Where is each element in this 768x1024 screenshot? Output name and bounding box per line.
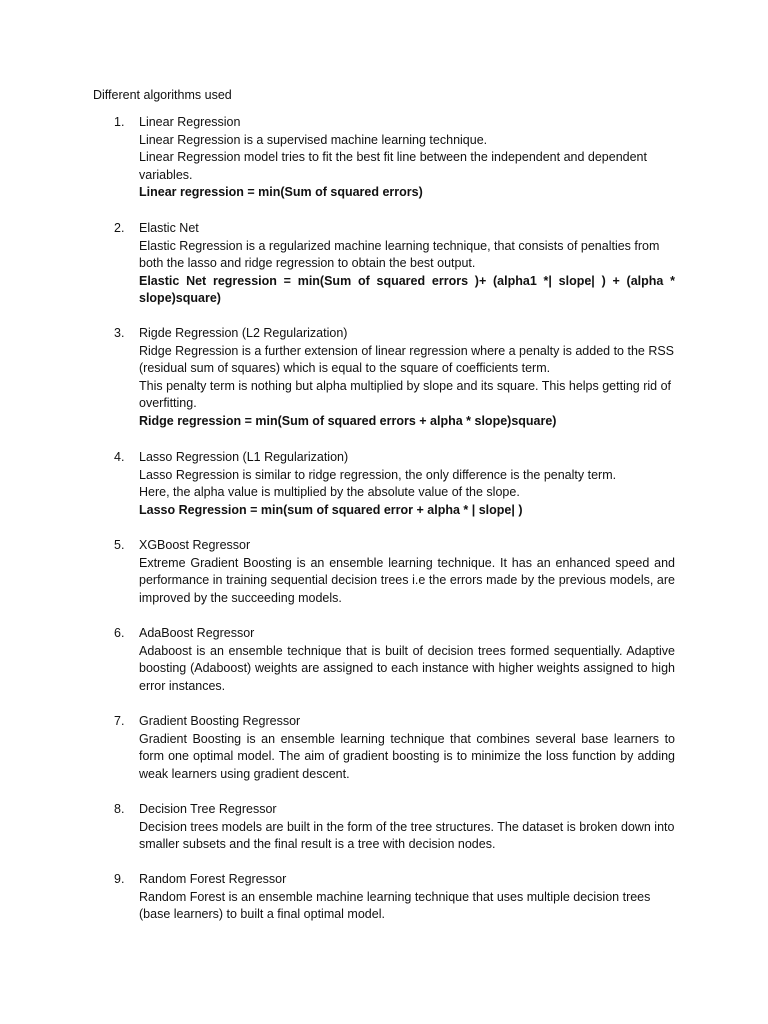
- formula: Elastic Net regression = min(Sum of squared errors )+ (alpha1 *| slope| ) + (alpha * slope)square): [139, 273, 675, 306]
- description-line: This penalty term is nothing but alpha multiplied by slope and its square. This helps getting rid of overfitting.: [139, 378, 672, 411]
- algorithm-name: Decision Tree Regressor: [139, 802, 277, 816]
- item-number: 8.: [114, 802, 125, 816]
- item-body: [139, 537, 675, 607]
- item-body: [139, 449, 675, 519]
- item-number: 9.: [114, 872, 125, 886]
- formula: Ridge regression = min(Sum of squared errors + alpha * slope)square): [139, 413, 557, 428]
- item-number: 5.: [114, 538, 125, 552]
- formula: Lasso Regression = min(sum of squared error + alpha * | slope| ): [139, 502, 523, 517]
- description-line: Lasso Regression is similar to ridge regression, the only difference is the penalty term.: [139, 467, 617, 482]
- description-line: Decision trees models are built in the form of the tree structures. The dataset is broken down into smaller subsets and the final result is a tree with decision nodes.: [139, 819, 675, 852]
- item-body: [139, 713, 675, 783]
- document-title: Different algorithms used: [93, 88, 232, 102]
- algorithm-name: Gradient Boosting Regressor: [139, 714, 301, 728]
- algorithm-name: Elastic Net: [139, 221, 199, 235]
- description-line: Here, the alpha value is multiplied by the absolute value of the slope.: [139, 485, 520, 500]
- item-number: 1.: [114, 115, 125, 129]
- algorithm-name: XGBoost Regressor: [139, 538, 251, 552]
- item-number: 3.: [114, 326, 125, 340]
- description-line: Extreme Gradient Boosting is an ensemble learning technique. It has an enhanced speed and performance in training sequential decision trees i.e the errors made by the previous models, are improved by the succeeding models.: [139, 555, 675, 605]
- item-number: 2.: [114, 221, 125, 235]
- algorithm-name: Random Forest Regressor: [139, 872, 287, 886]
- description-line: Linear Regression model tries to fit the best fit line between the independent and dependent variables.: [139, 150, 647, 182]
- description-line: Elastic Regression is a regularized machine learning technique, that consists of penalties from both the lasso and ridge regression to obtain the best output.: [139, 238, 660, 271]
- algorithm-name: Linear Regression: [139, 115, 241, 129]
- algorithm-name: Lasso Regression (L1 Regularization): [139, 450, 349, 464]
- item-number: 6.: [114, 626, 125, 640]
- description-line: Linear Regression is a supervised machine learning technique.: [139, 132, 488, 147]
- item-number: 4.: [114, 450, 125, 464]
- item-body: [139, 801, 675, 854]
- description-line: Adaboost is an ensemble technique that is built of decision trees formed sequentially. Adaptive boosting (Adaboost) weights are assigned to each instance with higher weights assigned to high error instances.: [139, 643, 675, 693]
- item-number: 7.: [114, 714, 125, 728]
- item-body: [139, 871, 675, 924]
- item-body: [139, 220, 675, 308]
- description-line: Gradient Boosting is an ensemble learning technique that combines several base learners to form one optimal model. The aim of gradient boosting is to minimize the loss function by adding weak learners using gradient descent.: [139, 731, 675, 781]
- formula: Linear regression = min(Sum of squared errors): [139, 185, 423, 200]
- description-line: Ridge Regression is a further extension of linear regression where a penalty is added to the RSS (residual sum of squares) which is equal to the square of coefficients term.: [139, 343, 675, 376]
- item-body: [139, 114, 675, 202]
- description-line: Random Forest is an ensemble machine learning technique that uses multiple decision trees (base learners) to built a final optimal model.: [139, 889, 651, 922]
- item-body: [139, 325, 675, 431]
- item-body: [139, 625, 675, 695]
- algorithm-name: AdaBoost Regressor: [139, 626, 255, 640]
- algorithm-name: Rigde Regression (L2 Regularization): [139, 326, 348, 340]
